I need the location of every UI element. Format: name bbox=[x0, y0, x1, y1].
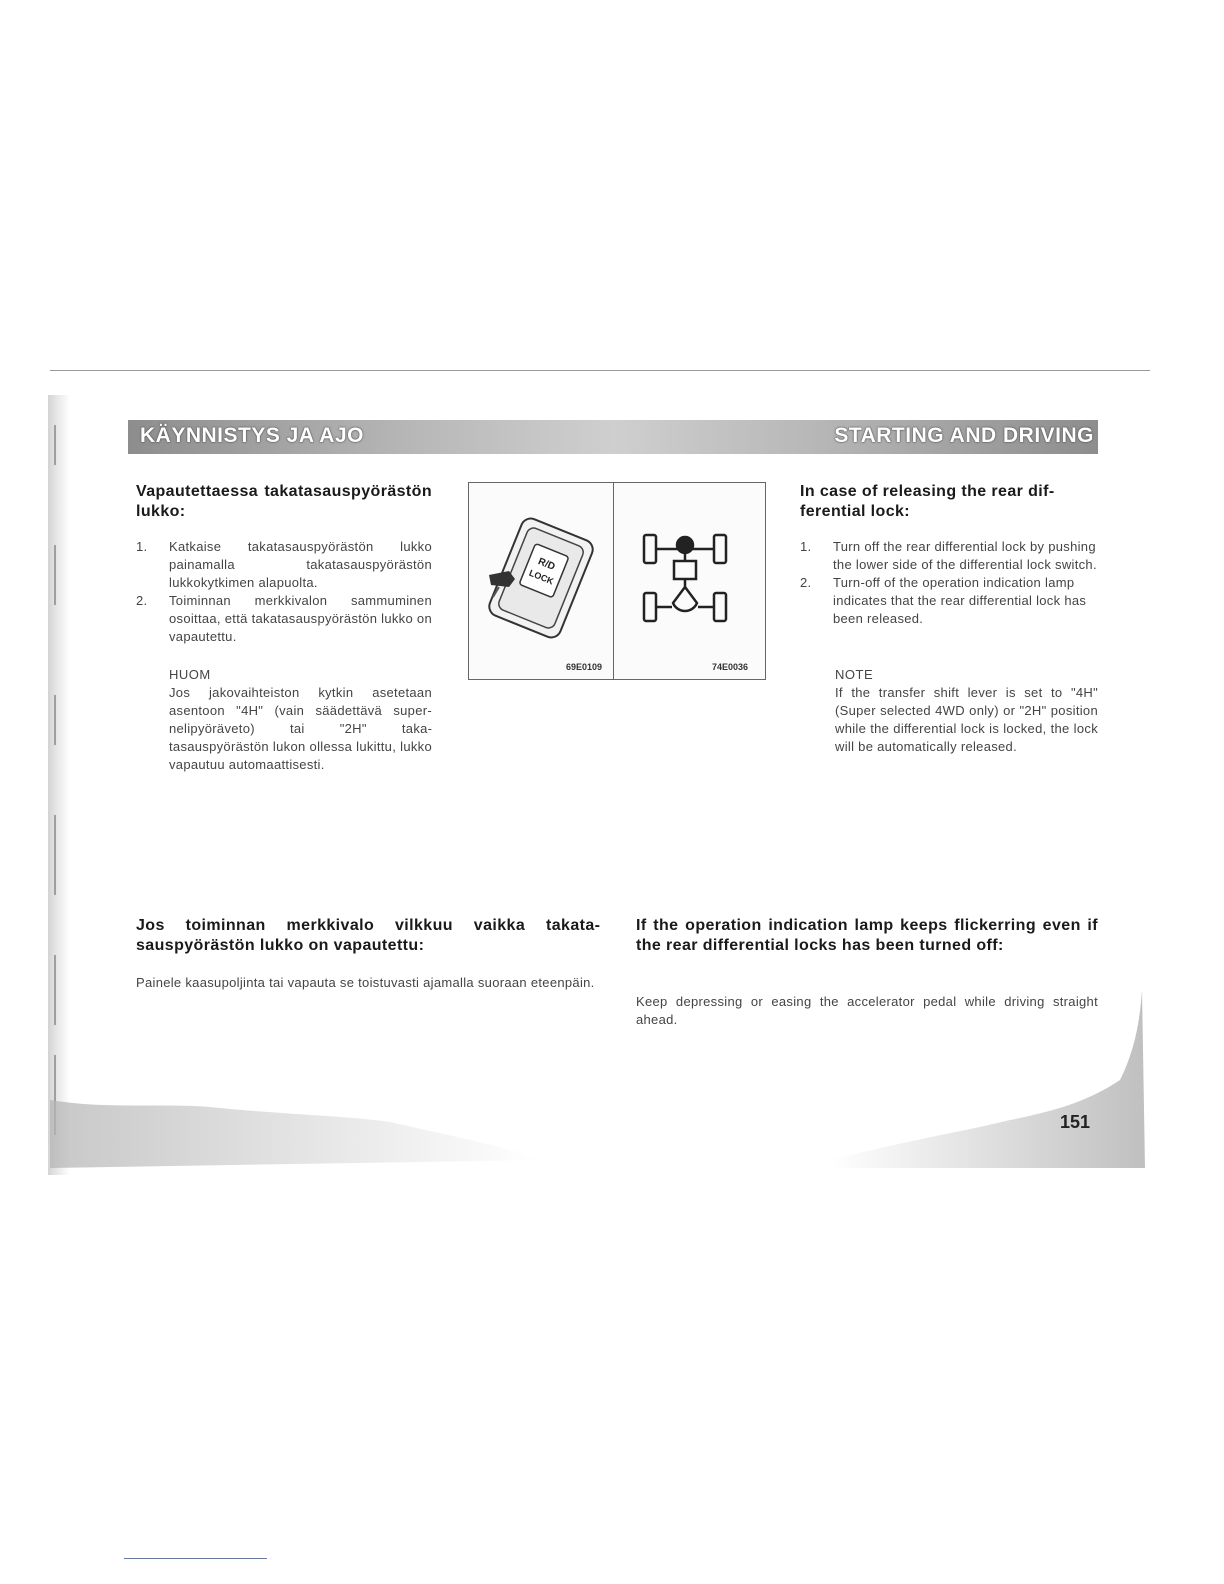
list-item bbox=[800, 574, 1098, 628]
step-number: 2. bbox=[136, 593, 148, 608]
diff-lock-switch-illustration bbox=[469, 483, 765, 679]
steps-list-finnish bbox=[136, 538, 432, 646]
header-title-finnish: KÄYNNISTYS JA AJO bbox=[140, 424, 364, 447]
bottom-title-finnish: Jos toiminnan merkkivalo vilkkuu vaikka takatasauspyörästön lukko on vapautettu: bbox=[136, 917, 600, 954]
note-heading: HUOM bbox=[169, 667, 211, 682]
step-text: Turn-off of the operation indication lamp indicates that the rear differential lock has been released. bbox=[833, 575, 1087, 626]
note-text: Jos jakovaihteiston kytkin asetetaan asentoon "4H" (vain säädettävä super-nelipyöräveto) tai "2H" takatasauspyörästön lukon ollessa lukittu, lukko vapautuu automaattisesti. bbox=[169, 685, 432, 772]
note-heading: NOTE bbox=[835, 667, 874, 682]
footer-link-line bbox=[124, 1558, 267, 1559]
note-finnish bbox=[169, 666, 432, 774]
bottom-text-english: Keep depressing or easing the accelerator pedal while driving straight ahead. bbox=[636, 994, 1098, 1027]
figure-box bbox=[468, 482, 766, 680]
top-rule bbox=[50, 370, 1150, 371]
drivetrain-diagram-icon bbox=[644, 535, 726, 621]
header-title-english: STARTING AND DRIVING bbox=[834, 424, 1094, 447]
step-number: 2. bbox=[800, 575, 812, 590]
list-item bbox=[136, 592, 432, 646]
step-text: Toiminnan merkkivalon sammuminen osoittaa, että takatasauspyörästön lukko on vapautettu. bbox=[169, 593, 432, 644]
figure-divider bbox=[613, 482, 614, 679]
step-text: Turn off the rear differential lock by pushing the lower side of the differential lock switch. bbox=[833, 539, 1097, 572]
note-text: If the transfer shift lever is set to "4H" (Super selected 4WD only) or "2H" position while the differential lock is locked, the lock will be automatically released. bbox=[835, 685, 1098, 754]
step-number: 1. bbox=[136, 539, 148, 554]
figure-code-left: 69E0109 bbox=[566, 662, 603, 672]
figure-code-right: 74E0036 bbox=[712, 662, 749, 672]
list-item bbox=[800, 538, 1098, 574]
list-item bbox=[136, 538, 432, 592]
step-number: 1. bbox=[800, 539, 812, 554]
note-english bbox=[835, 666, 1098, 756]
page-number: 151 bbox=[1060, 1112, 1091, 1132]
switch-label-bottom: LOCK bbox=[527, 567, 556, 587]
scan-shading-decoration bbox=[50, 990, 1150, 1180]
step-text: Katkaise takatasauspyörästön lukko painamalla takatasauspyörästön lukkokytkimen alapuolta. bbox=[169, 539, 432, 590]
bottom-title-english: If the operation indication lamp keeps flickerring even if the rear differential locks has been turned off: bbox=[636, 917, 1098, 954]
bottom-text-finnish: Painele kaasupoljinta tai vapauta se toistuvasti ajamalla suoraan eteenpäin. bbox=[136, 975, 595, 990]
switch-label-top: R/D bbox=[536, 556, 557, 573]
section-title-english: In case of releasing the rear differential lock: bbox=[800, 483, 1055, 520]
steps-list-english bbox=[800, 538, 1098, 628]
section-title-finnish: Vapautettaessa takatasauspyörästön lukko: bbox=[136, 483, 432, 520]
